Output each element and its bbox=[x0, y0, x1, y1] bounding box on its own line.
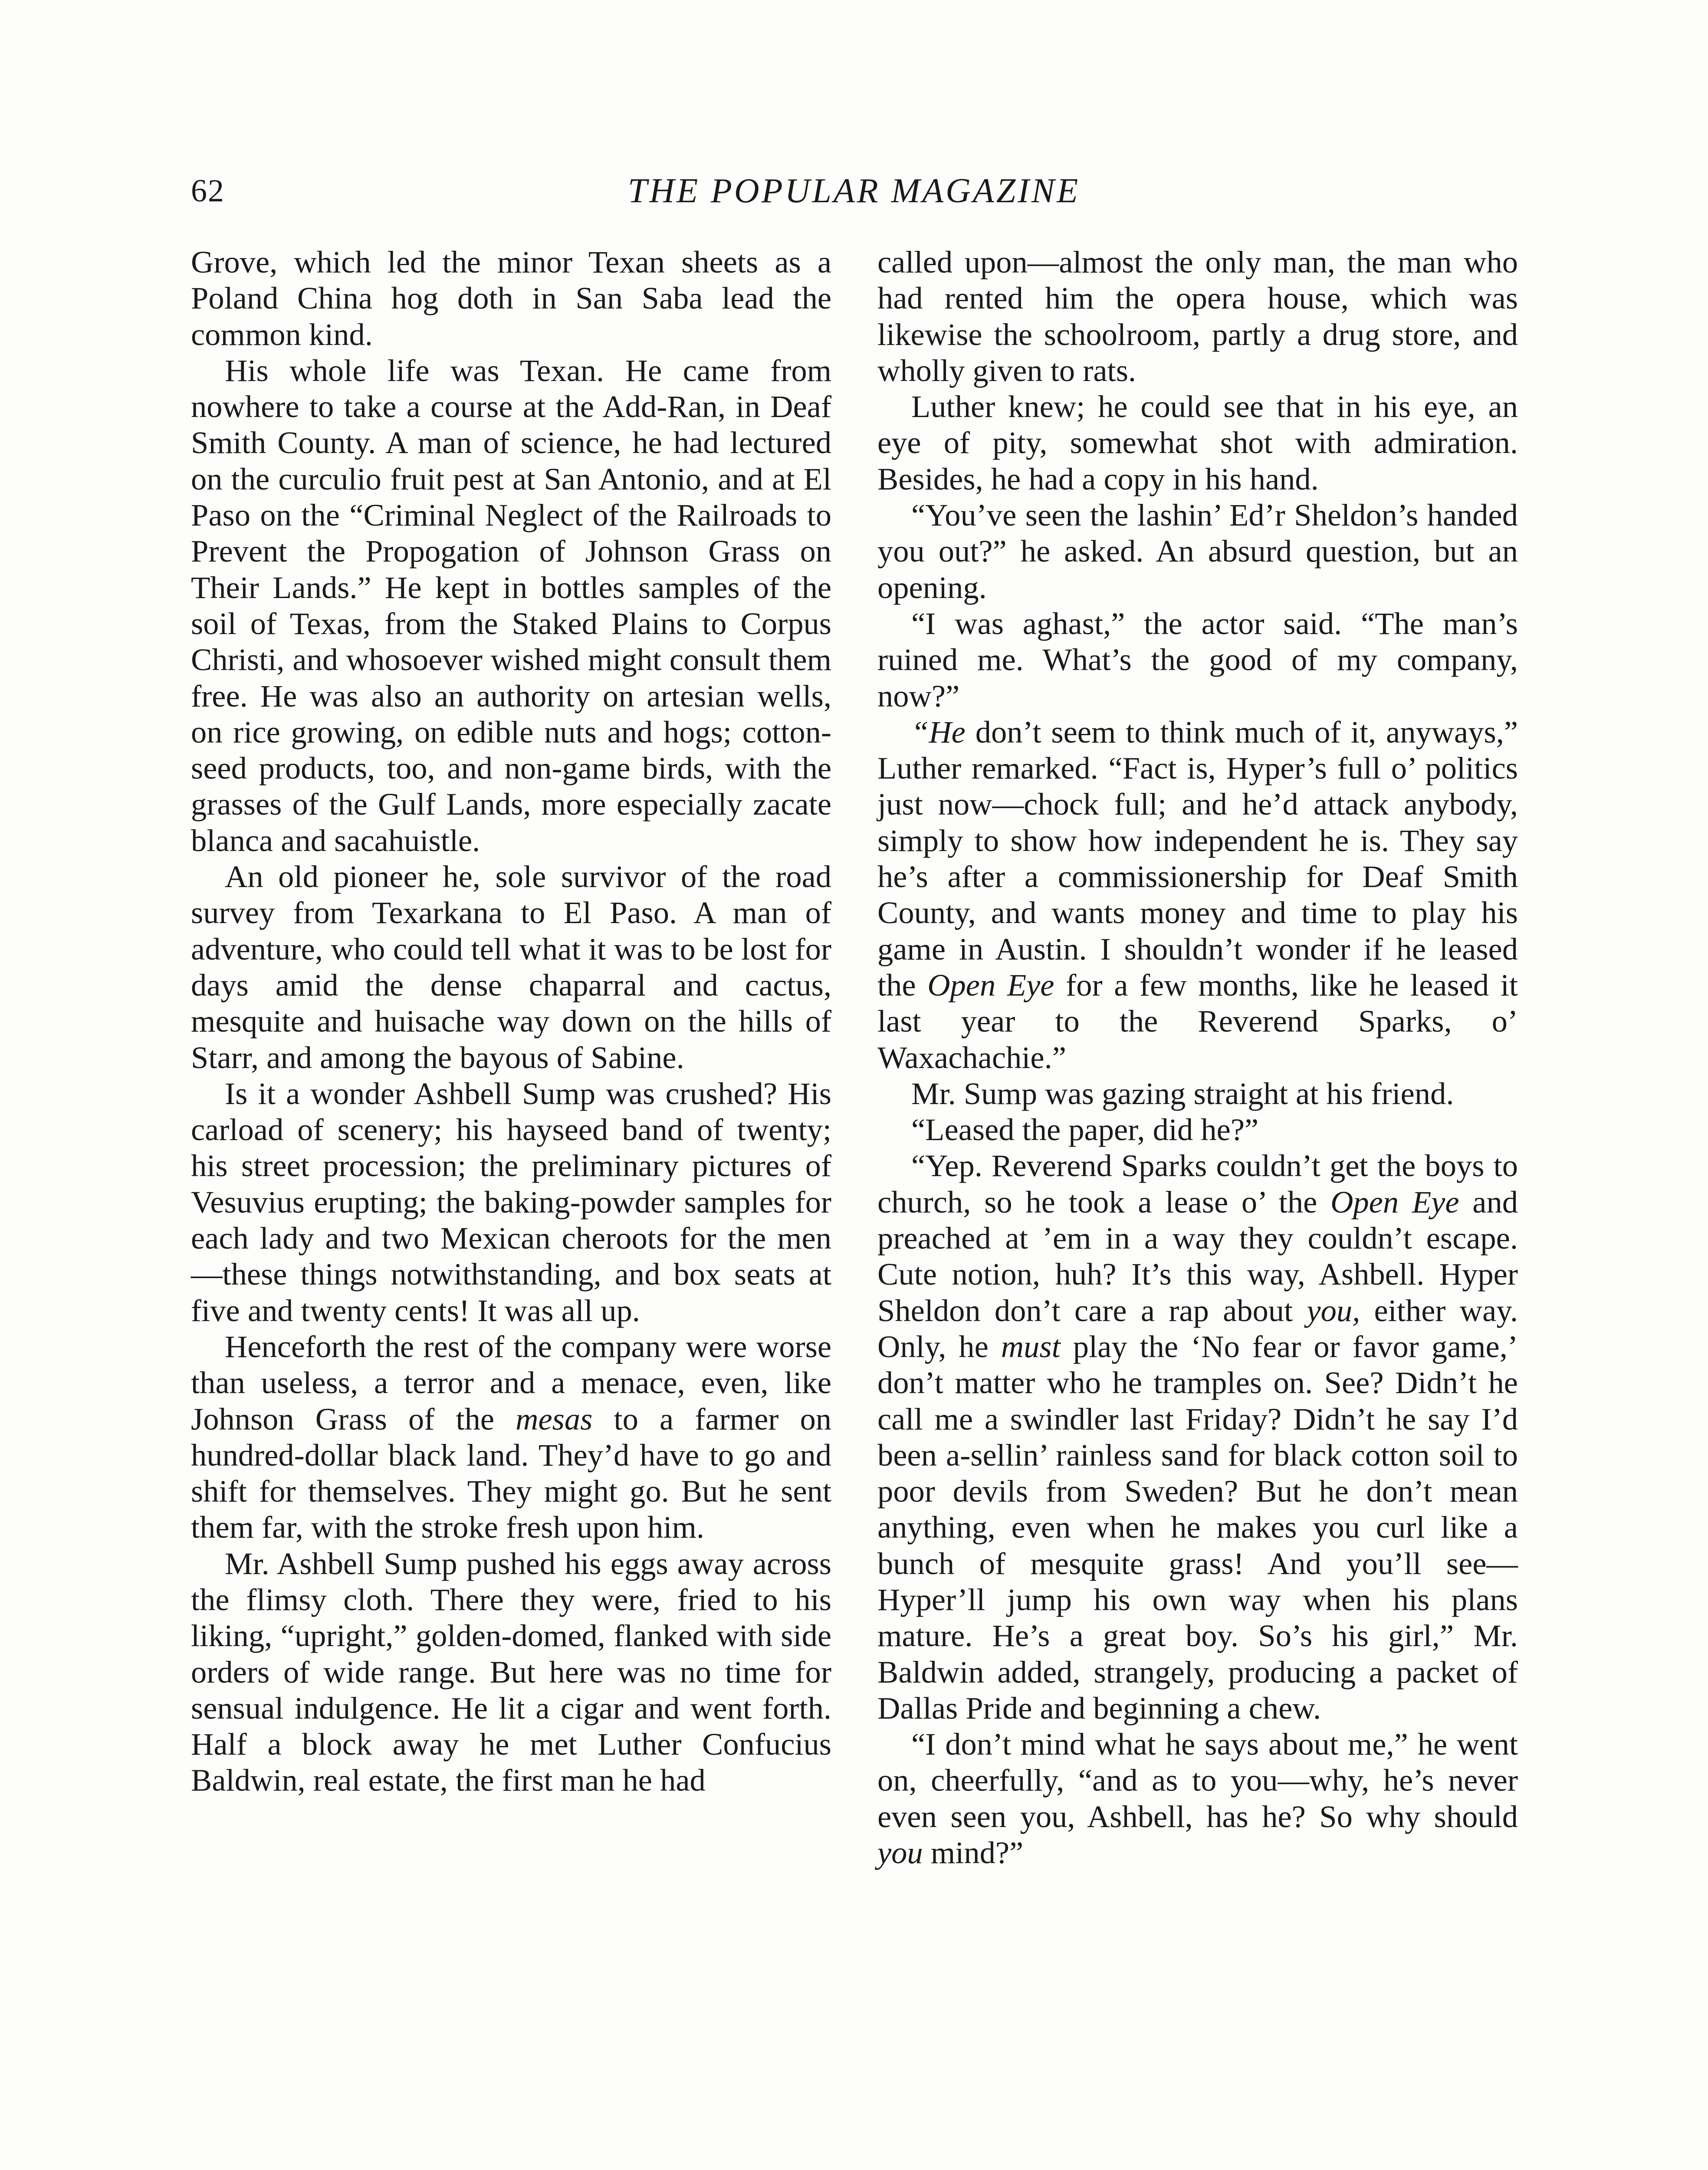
italic-text: Open Eye bbox=[1330, 1184, 1459, 1220]
italic-text: must bbox=[1001, 1328, 1061, 1364]
paragraph: His whole life was Texan. He came from nowhere to take a course at the Add-Ran, in Deaf Smith County. A man of science, he had lectured on the curculio fruit pest at San Antonio, and at El Paso on the “Criminal Neglect of the Railroads to Prevent the Propogation of Johnson Grass on Their Lands.” He kept in bottles samples of the soil of Texas, from the Staked Plains to Corpus Christi, and whosoever wished might consult them free. He was also an authority on artesian wells, on rice growing, on edible nuts and hogs; cotton-seed products, too, and non-game birds, with the grasses of the Gulf Lands, more especially zacate blanca and sacahuistle. bbox=[191, 352, 831, 858]
italic-text: “He bbox=[911, 714, 966, 750]
page-header bbox=[191, 165, 1517, 217]
text-run: don’t seem to think much of it, anyways,” Luther remarked. “Fact is, Hyper’s full o’ politics just now—chock full; and he’d attack anybody, simply to show how independent he is. They say he’s after a commissionership for Deaf Smith County, and wants money and time to play his game in Austin. I shouldn’t wonder if he leased the bbox=[877, 714, 1518, 1003]
text-run: play the ‘No fear or favor game,’ don’t matter who he tramples on. See? Didn’t he call me a swindler last Friday? Didn’t he say I’d been a-sellin’ rainless sand for black cotton soil to poor devils from Sweden? But he don’t mean anything, even when he makes you curl like a bunch of mesquite grass! And you’ll see—Hyper’ll jump his own way when his plans mature. He’s a great boy. So’s his girl,” Mr. Baldwin added, strangely, producing a packet of Dallas Pride and beginning a chew. bbox=[877, 1328, 1518, 1726]
text-run: Henceforth the rest of the company were worse than useless, a terror and a menace, even, like Johnson Grass of the bbox=[191, 1328, 831, 1437]
right-text-column bbox=[877, 244, 1518, 1871]
paragraph: Grove, which led the minor Texan sheets as a Poland China hog doth in San Saba lead the common kind. bbox=[191, 244, 831, 352]
text-run: “I don’t mind what he says about me,” he went on, cheerfully, “and as to you—why, he’s never even seen you, Ashbell, has he? So why should bbox=[877, 1726, 1518, 1834]
paragraph bbox=[877, 714, 1518, 1075]
text-run: either way. Only, he bbox=[877, 1292, 1518, 1364]
text-run: for a few months, like he leased it last year to the Reverend Sparks, o’ Waxachachie.” bbox=[877, 967, 1518, 1075]
running-title: THE POPULAR MAGAZINE bbox=[627, 172, 1081, 210]
text-run: to a farmer on hundred-dollar black land. They’d have to go and shift for themselves. They might go. But he sent them far, with the stroke fresh upon him. bbox=[191, 1401, 831, 1545]
italic-text: you, bbox=[1307, 1292, 1360, 1328]
italic-text: you bbox=[877, 1835, 923, 1871]
italic-text: Open Eye bbox=[927, 967, 1054, 1003]
text-run: mind?” bbox=[923, 1835, 1024, 1871]
paragraph: Luther knew; he could see that in his eye, an eye of pity, somewhat shot with admiration. Besides, he had a copy in his hand. bbox=[877, 389, 1518, 496]
text-run: and preached at ’em in a way they couldn’t escape. Cute notion, huh? It’s this way, Ashbell. Hyper Sheldon don’t care a rap about bbox=[877, 1184, 1518, 1328]
left-text-column bbox=[191, 244, 831, 1798]
paragraph: “You’ve seen the lashin’ Ed’r Sheldon’s handed you out?” he asked. An absurd question, but an opening. bbox=[877, 497, 1518, 605]
paragraph: “I was aghast,” the actor said. “The man’s ruined me. What’s the good of my company, now?” bbox=[877, 605, 1518, 713]
text-run: “Yep. Reverend Sparks couldn’t get the boys to church, so he took a lease o’ the bbox=[877, 1148, 1518, 1220]
paragraph bbox=[877, 1726, 1518, 1871]
page-number: 62 bbox=[191, 173, 225, 209]
paragraph: Is it a wonder Ashbell Sump was crushed? His carload of scenery; his hayseed band of twenty; his street procession; the preliminary pictures of Vesuvius erupting; the baking-powder samples for each lady and two Mexican cheroots for the men—these things notwithstanding, and box seats at five and twenty cents! It was all up. bbox=[191, 1075, 831, 1328]
paragraph bbox=[877, 1147, 1518, 1726]
paragraph: An old pioneer he, sole survivor of the road survey from Texarkana to El Paso. A man of adventure, who could tell what it was to be lost for days amid the dense chaparral and cactus, mesquite and huisache way down on the hills of Starr, and among the bayous of Sabine. bbox=[191, 859, 831, 1075]
paragraph: called upon—almost the only man, the man who had rented him the opera house, which was likewise the schoolroom, partly a drug store, and wholly given to rats. bbox=[877, 244, 1518, 388]
paragraph: Mr. Ashbell Sump pushed his eggs away across the flimsy cloth. There they were, fried to his liking, “upright,” golden-domed, flanked with side orders of wide range. But here was no time for sensual indulgence. He lit a cigar and went forth. Half a block away he met Luther Confucius Baldwin, real estate, the first man he had bbox=[191, 1545, 831, 1798]
paragraph: “Leased the paper, did he?” bbox=[911, 1112, 1259, 1147]
paragraph: Mr. Sump was gazing straight at his friend. bbox=[911, 1075, 1454, 1111]
italic-text: mesas bbox=[516, 1401, 593, 1437]
paragraph bbox=[191, 1328, 831, 1545]
